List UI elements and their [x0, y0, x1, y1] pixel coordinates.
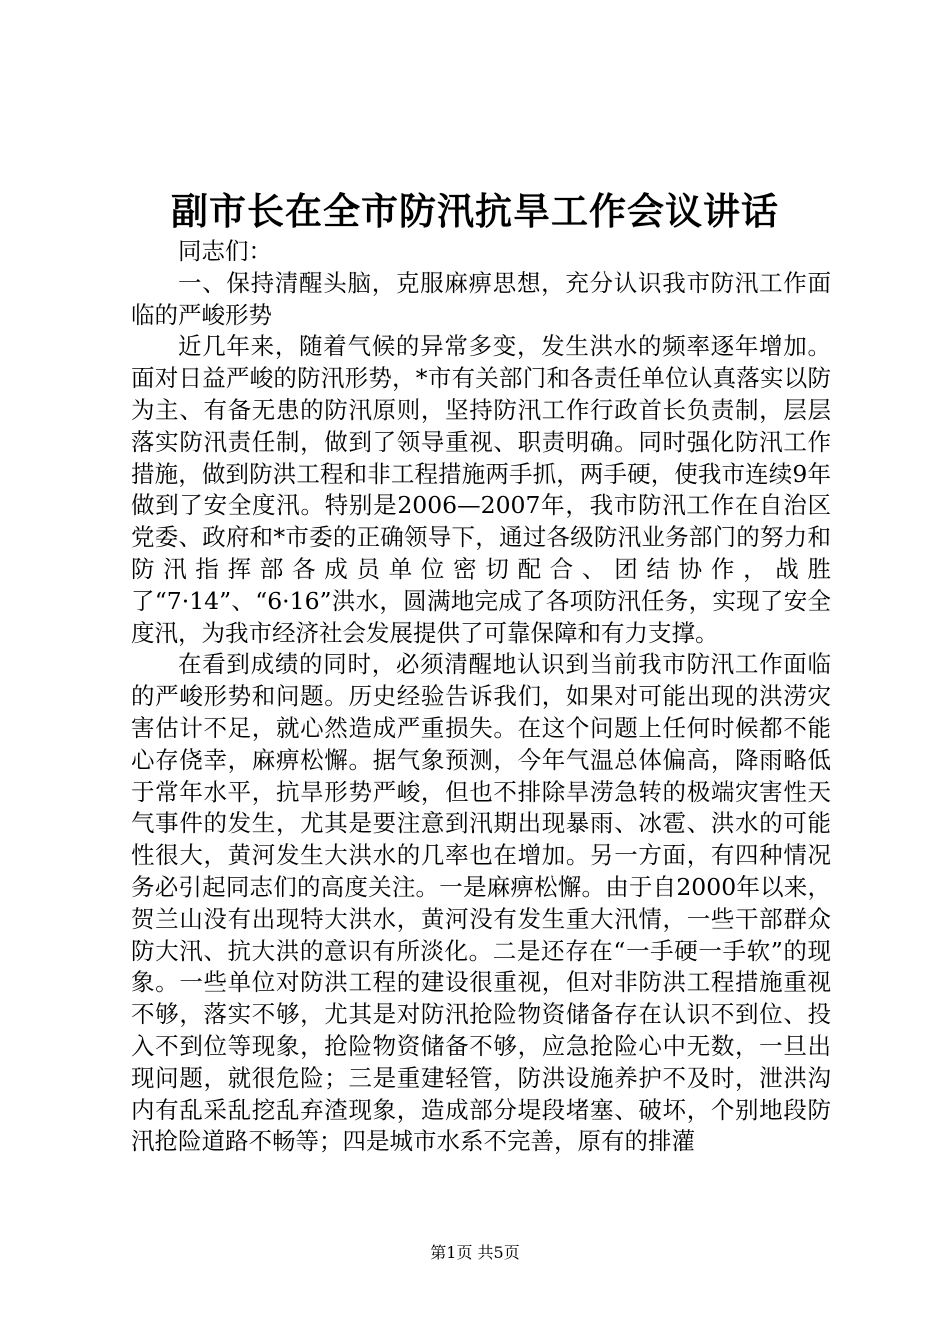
document-body	[131, 236, 831, 1158]
page-footer: 第1页 共5页	[430, 1243, 520, 1262]
body-paragraph: 近几年来，随着气候的异常多变，发生洪水的频率逐年增加。面对日益严峻的防汛形势，*市有关部门和各责任单位认真落实以防为主、有备无患的防汛原则，坚持防汛工作行政首长负责制，层层落实防汛责任制，做到了领导重视、职责明确。同时强化防汛工作措施，做到防洪工程和非工程措施两手抓，两手硬，使我市连续9年做到了安全度汛。特别是2006—2007年，我市防汛工作在自治区党委、政府和*市委的正确领导下，通过各级防汛业务部门的努力和防汛指挥部各成员单位密切配合、团结协作，战胜了“7·14”、“6·16”洪水，圆满地完成了各项防汛任务，实现了安全度汛，为我市经济社会发展提供了可靠保障和有力支撑。	[131, 332, 831, 647]
document-title: 副市长在全市防汛抗旱工作会议讲话	[171, 189, 779, 233]
salutation-paragraph: 同志们：	[178, 237, 272, 265]
section-heading-paragraph: 一、保持清醒头脑，克服麻痹思想，充分认识我市防汛工作面临的严峻形势	[131, 268, 831, 329]
body-paragraph: 在看到成绩的同时，必须清醒地认识到当前我市防汛工作面临的严峻形势和问题。历史经验告诉我们，如果对可能出现的洪涝灾害估计不足，就心然造成严重损失。在这个问题上任何时候都不能心存侥幸，麻痹松懈。据气象预测，今年气温总体偏高，降雨略低于常年水平，抗旱形势严峻，但也不排除旱涝急转的极端灾害性天气事件的发生，尤其是要注意到汛期出现暴雨、冰雹、洪水的可能性很大，黄河发生大洪水的几率也在增加。另一方面，有四种情况务必引起同志们的高度关注。一是麻痹松懈。由于自2000年以来，贺兰山没有出现特大洪水，黄河没有发生重大汛情，一些干部群众防大汛、抗大洪的意识有所淡化。二是还存在“一手硬一手软”的现象。一些单位对防洪工程的建设很重视，但对非防洪工程措施重视不够，落实不够，尤其是对防汛抢险物资储备存在认识不到位、投入不到位等现象，抢险物资储备不够，应急抢险心中无数，一旦出现问题，就很危险；三是重建轻管，防洪设施养护不及时，泄洪沟内有乱采乱挖乱弃渣现象，造成部分堤段堵塞、破坏，个别地段防汛抢险道路不畅等；四是城市水系不完善，原有的排灌	[131, 650, 831, 1156]
